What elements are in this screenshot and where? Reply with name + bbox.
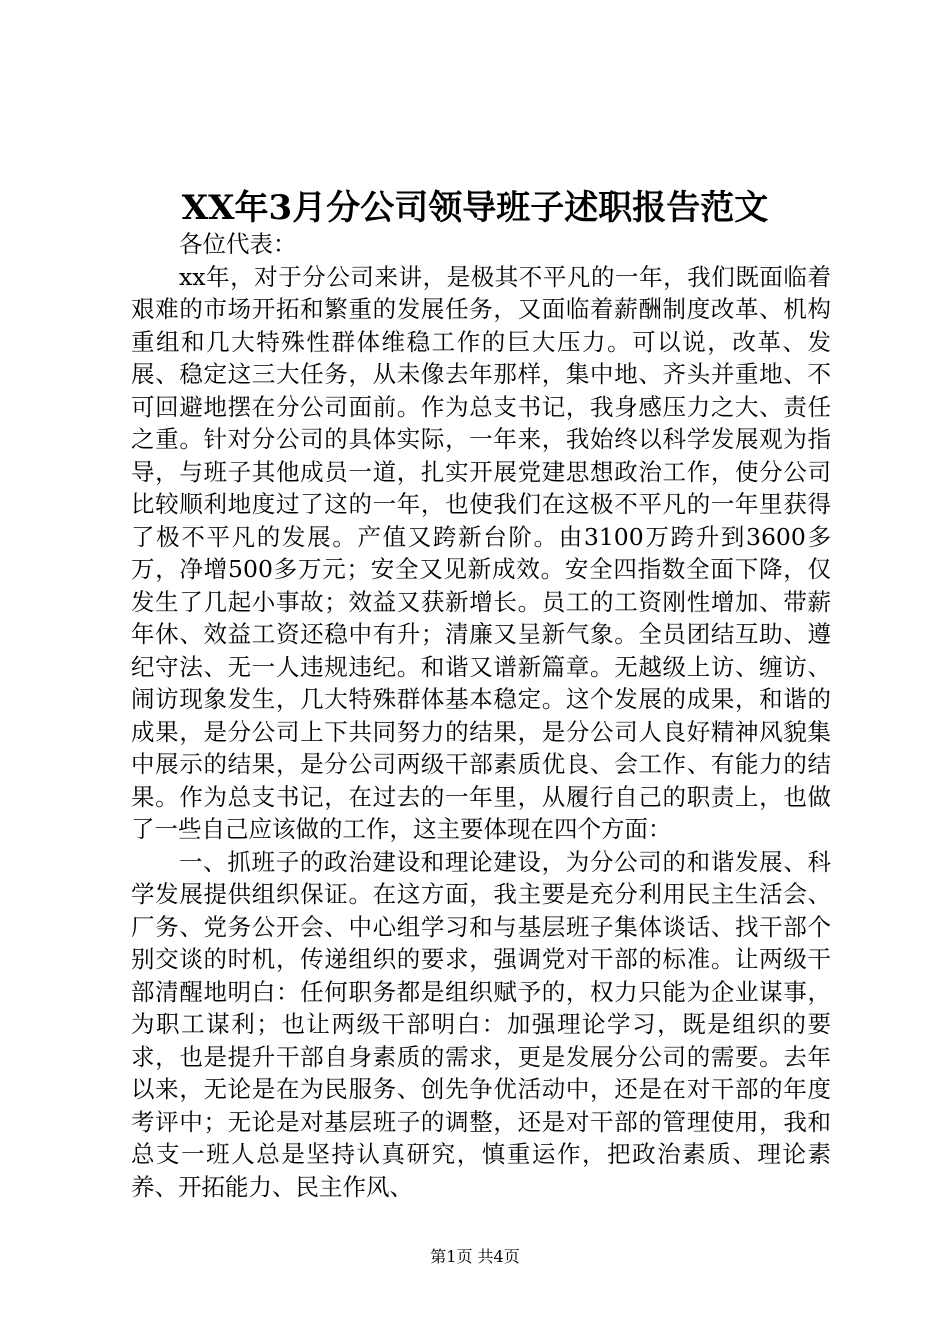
paragraph-intro: xx年，对于分公司来讲，是极其不平凡的一年，我们既面临着艰难的市场开拓和繁重的发展任务，又面临着薪酬制度改革、机构重组和几大特殊性群体维稳工作的巨大压力。可以说，改革、发展、稳定这三大任务，从未像去年那样，集中地、齐头并重地、不可回避地摆在分公司面前。作为总支书记，我身感压力之大、责任之重。针对分公司的具体实际，一年来，我始终以科学发展观为指导，与班子其他成员一道，扎实开展党建思想政治工作，使分公司比较顺利地度过了这的一年，也使我们在这极不平凡的一年里获得了极不平凡的发展。产值又跨新台阶。由3100万跨升到3600多万，净增500多万元；安全又见新成效。安全四指数全面下降，仅发生了几起小事故；效益又获新增长。员工的工资刚性增加、带薪年休、效益工资还稳中有升；清廉又呈新气象。全员团结互助、遵纪守法、无一人违规违纪。和谐又谱新篇章。无越级上访、缠访、闹访现象发生，几大特殊群体基本稳定。这个发展的成果，和谐的成果，是分公司上下共同努力的结果，是分公司人良好精神风貌集中展示的结果，是分公司两级干部素质优良、会工作、有能力的结果。作为总支书记，在过去的一年里，从履行自己的职责上，也做了一些自己应该做的工作，这主要体现在四个方面： [131,262,831,843]
page-footer: 第1页 共4页 [430,1247,520,1266]
paragraph-section-one: 一、抓班子的政治建设和理论建设，为分公司的和谐发展、科学发展提供组织保证。在这方面，我主要是充分利用民主生活会、厂务、党务公开会、中心组学习和与基层班子集体谈话、找干部个别交谈的时机，传递组织的要求，强调党对干部的标准。让两级干部清醒地明白：任何职务都是组织赋予的，权力只能为企业谋事，为职工谋利；也让两级干部明白：加强理论学习，既是组织的要求，也是提升干部自身素质的需求，更是发展分公司的需要。去年以来，无论是在为民服务、创先争优活动中，还是在对干部的年度考评中；无论是对基层班子的调整，还是对干部的管理使用，我和总支一班人总是坚持认真研究，慎重运作，把政治素质、理论素养、开拓能力、民主作风、 [131,847,831,1201]
paragraph-salutation: 各位代表： [179,230,297,258]
document-title: XX年3月分公司领导班子述职报告范文 [181,188,769,228]
document-body [131,228,831,1203]
